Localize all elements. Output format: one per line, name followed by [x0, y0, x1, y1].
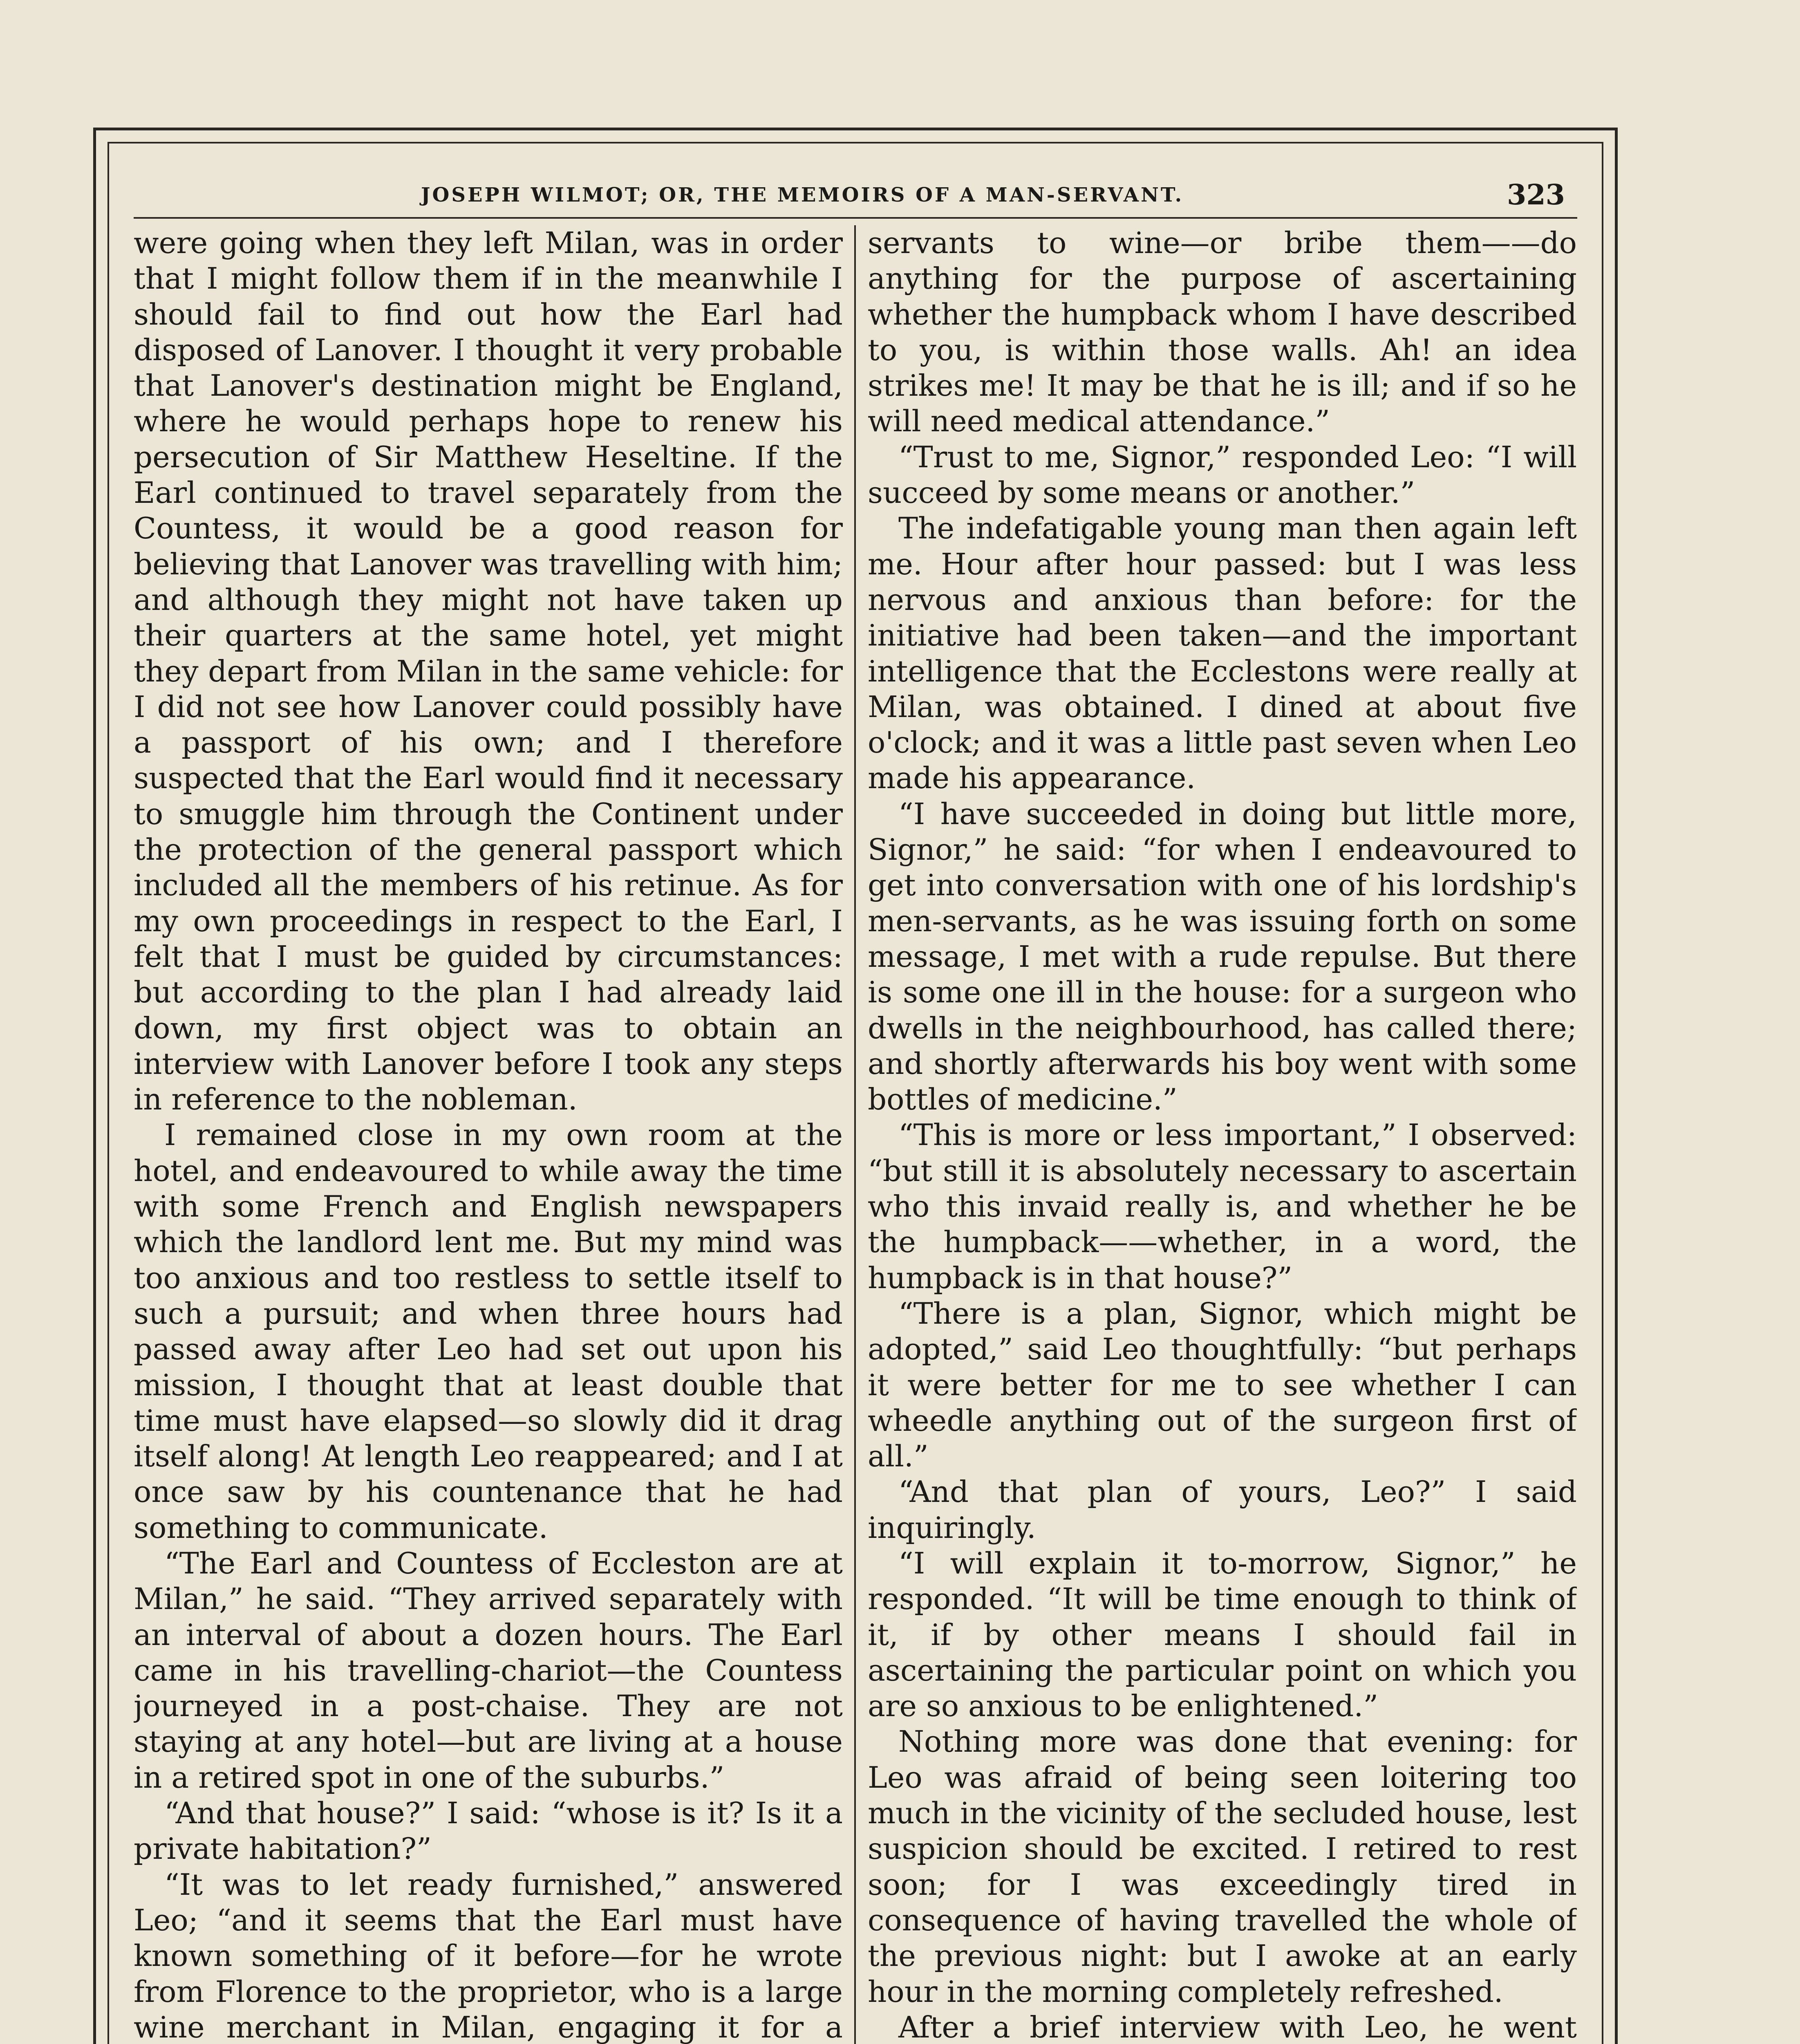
inner-border [107, 142, 1603, 2044]
paragraph: “And that plan of yours, Leo?” I said inquiringly. [868, 1475, 1577, 1545]
paragraph: The indefatigable young man then again left me. Hour after hour passed: but I was less nervous and anxious than before: for the initiative had been taken—and the important intelligence that the Ecclestons were really at Milan, was obtained. I dined at about five o'clock; and it was a little past seven when Leo made his appearance. [868, 511, 1577, 796]
paragraph: “There is a plan, Signor, which might be adopted,” said Leo thoughtfully: “but perhaps it were better for me to see whether I can wheedle anything out of the surgeon first of all.” [868, 1296, 1577, 1474]
paragraph: “This is more or less important,” I observed: “but still it is absolutely necessary to ascertain who this invaid really is, and whether he be the humpback——whether, in a word, the humpback is in that house?” [868, 1118, 1577, 1295]
paragraph: I remained close in my own room at the hotel, and endeavoured to while away the time with some French and English newspapers which the landlord lent me. But my mind was too anxious and too restless to settle itself to such a pursuit; and when three hours had passed away after Leo had set out upon his mission, I thought that at least double that time must have elapsed—so slowly did it drag itself along! At length Leo reappeared; and I at once saw by his countenance that he had something to communicate. [134, 1118, 843, 1545]
paragraph: “Trust to me, Signor,” responded Leo: “I will succeed by some means or another.” [868, 439, 1577, 510]
paragraph: After a brief interview with Leo, he went [898, 2010, 1577, 2044]
left-column [134, 225, 843, 2044]
paragraph: Nothing more was done that evening: for Leo was afraid of being seen loitering too much in the vicinity of the secluded house, lest suspicion should be excited. I retired to rest soon; for I was exceedingly tired in consequence of having travelled the whole of the previous night: but I awoke at an early hour in the morning completely refreshed. [868, 1724, 1577, 2009]
paragraph: “I will explain it to-morrow, Signor,” he responded. “It will be time enough to think of it, if by other means I should fail in ascertaining the particular point on which you are so anxious to be enlightened.” [868, 1546, 1577, 1724]
running-title: JOSEPH WILMOT; OR, THE MEMOIRS OF A MAN-SERVANT. [421, 184, 1184, 206]
running-header [134, 168, 1577, 219]
paragraph: “I have succeeded in doing but little more, Signor,” he said: “for when I endeavoured to get into conversation with one of his lordship's men-servants, as he was issuing forth on some message, I met with a rude repulse. But there is some one ill in the house: for a surgeon who dwells in the neighbourhood, has called there; and shortly afterwards his boy went with some bottles of medicine.” [868, 796, 1577, 1117]
column-divider [854, 225, 856, 2044]
paragraph: “The Earl and Countess of Eccleston are at Milan,” he said. “They arrived separately with an interval of about a dozen hours. The Earl came in his travelling-chariot—the Countess journeyed in a post-chaise. They are not staying at any hotel—but are living at a house in a retired spot in one of the suburbs.” [134, 1546, 843, 1795]
page-number: 323 [1507, 179, 1565, 211]
paragraph: “And that house?” I said: “whose is it? Is it a private habitation?” [134, 1796, 843, 1866]
paragraph: were going when they left Milan, was in order that I might follow them if in the meanwhile I should fail to find out how the Earl had disposed of Lanover. I thought it very probable that Lanover's destination might be England, where he would perhaps hope to renew his persecution of Sir Matthew Heseltine. If the Earl continued to travel separately from the Countess, it would be a good reason for believing that Lanover was travelling with him; and although they might not have taken up their quarters at the same hotel, yet might they depart from Milan in the same vehicle: for I did not see how Lanover could possibly have a passport of his own; and I therefore suspected that the Earl would find it necessary to smuggle him through the Continent under the protection of the general passport which included all the members of his retinue. As for my own proceedings in respect to the Earl, I felt that I must be guided by circumstances: but according to the plan I had already laid down, my first object was to obtain an interview with Lanover before I took any steps in reference to the nobleman. [134, 226, 843, 1117]
page-border [93, 128, 1618, 2044]
paragraph: “It was to let ready furnished,” answered Leo; “and it seems that the Earl must have known something of it before—for he wrote from Florence to the proprietor, who is a large wine merchant in Milan, engaging it for a [134, 1867, 843, 2044]
right-column [868, 225, 1577, 2044]
paragraph: servants to wine—or bribe them——do anything for the purpose of ascertaining whether the humpback whom I have described to you, is within those walls. Ah! an idea strikes me! It may be that he is ill; and if so he will need medical attendance.” [868, 226, 1577, 439]
